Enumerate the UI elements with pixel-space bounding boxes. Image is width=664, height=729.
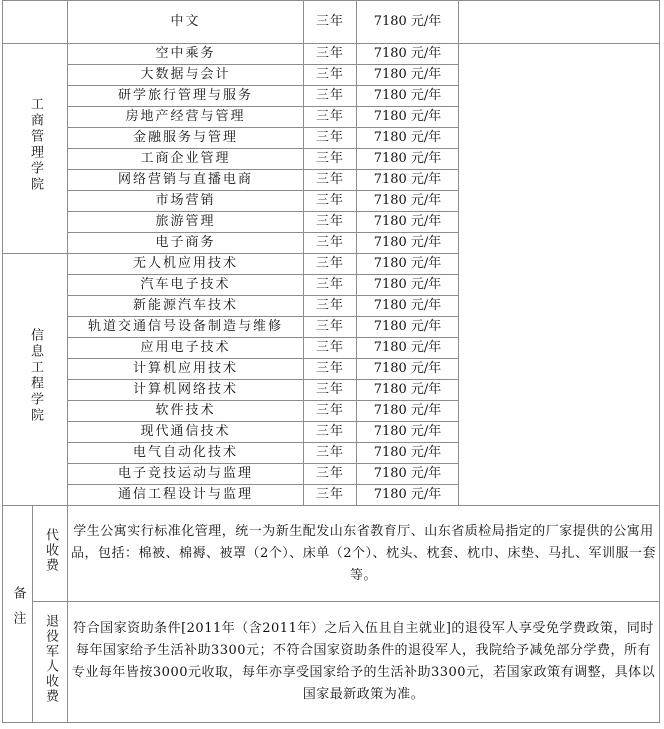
tuition-fee: 7180 元/年: [357, 464, 459, 485]
major-name: 通信工程设计与监理: [68, 485, 304, 506]
fee-table: [2, 0, 660, 723]
tuition-fee: 7180 元/年: [357, 107, 459, 128]
major-name: 新能源汽车技术: [68, 296, 304, 317]
major-name: 轨道交通信号设备制造与维修: [68, 317, 304, 338]
tuition-fee: 7180 元/年: [357, 149, 459, 170]
remark-text: 学生公寓实行标准化管理，统一为新生配发山东省教育厅、山东省质检局指定的厂家提供的公寓用品，包括：棉被、棉褥、被罩（2个）、床单（2个）、枕头、枕套、枕巾、床垫、马扎、军训服一套等。: [68, 506, 660, 602]
duration: 三年: [304, 233, 357, 254]
major-name: 网络营销与直播电商: [68, 170, 304, 191]
tuition-fee: 7180 元/年: [357, 422, 459, 443]
tuition-fee: 7180 元/年: [357, 443, 459, 464]
duration: 三年: [304, 464, 357, 485]
major-name: 研学旅行管理与服务: [68, 86, 304, 107]
major-name: 软件技术: [68, 401, 304, 422]
duration: 三年: [304, 401, 357, 422]
duration: 三年: [304, 65, 357, 86]
tuition-fee: 7180 元/年: [357, 1, 459, 44]
tuition-fee: 7180 元/年: [357, 401, 459, 422]
duration: 三年: [304, 275, 357, 296]
duration: 三年: [304, 212, 357, 233]
blank-cell: [459, 44, 660, 506]
duration: 三年: [304, 170, 357, 191]
table-row: [3, 1, 660, 44]
remark-row: [3, 506, 660, 602]
duration: 三年: [304, 1, 357, 44]
tuition-fee: 7180 元/年: [357, 380, 459, 401]
tuition-fee: 7180 元/年: [357, 128, 459, 149]
major-name: 空中乘务: [68, 44, 304, 65]
college-name: 工商管理学院: [28, 97, 43, 193]
tuition-fee: 7180 元/年: [357, 359, 459, 380]
tuition-fee: 7180 元/年: [357, 212, 459, 233]
tuition-fee: 7180 元/年: [357, 485, 459, 506]
tuition-fee: 7180 元/年: [357, 254, 459, 275]
tuition-fee: 7180 元/年: [357, 86, 459, 107]
remark-text: 符合国家资助条件[2011年（含2011年）之后入伍且自主就业]的退役军人享受免学费政策，同时每年国家给予生活补助3300元；不符合国家资助条件的退役军人，我院给予减免部分学费，所有专业每年皆按3000元收取，每年亦享受国家给予的生活补助3300元，若国家政策有调整，具体以国家最新政策为准。: [68, 602, 660, 723]
duration: 三年: [304, 254, 357, 275]
college-name-cell: [3, 254, 68, 506]
tuition-fee: 7180 元/年: [357, 338, 459, 359]
duration: 三年: [304, 338, 357, 359]
tuition-fee: 7180 元/年: [357, 44, 459, 65]
duration: 三年: [304, 86, 357, 107]
major-name: 旅游管理: [68, 212, 304, 233]
duration: 三年: [304, 359, 357, 380]
major-name: 无人机应用技术: [68, 254, 304, 275]
remark-heading: 代收费: [43, 527, 58, 573]
duration: 三年: [304, 422, 357, 443]
remark-heading-cell: [33, 506, 68, 602]
major-name: 电子竞技运动与监理: [68, 464, 304, 485]
tuition-fee: 7180 元/年: [357, 275, 459, 296]
college-name: 信息工程学院: [28, 328, 43, 424]
college-name-cell: [3, 44, 68, 254]
duration: 三年: [304, 107, 357, 128]
duration: 三年: [304, 485, 357, 506]
duration: 三年: [304, 44, 357, 65]
tuition-fee: 7180 元/年: [357, 296, 459, 317]
tuition-fee: 7180 元/年: [357, 233, 459, 254]
remark-row: [3, 602, 660, 723]
major-name: 工商企业管理: [68, 149, 304, 170]
duration: 三年: [304, 128, 357, 149]
remark-heading-cell: [33, 602, 68, 723]
duration: 三年: [304, 443, 357, 464]
duration: 三年: [304, 149, 357, 170]
remark-heading: 退役军人收费: [43, 613, 58, 704]
major-name: 计算机应用技术: [68, 359, 304, 380]
remarks-label: 备注: [10, 585, 26, 636]
major-name: 房地产经营与管理: [68, 107, 304, 128]
table-row: [3, 44, 660, 65]
major-name: 应用电子技术: [68, 338, 304, 359]
major-name: 计算机网络技术: [68, 380, 304, 401]
blank-cell: [459, 1, 660, 44]
fee-table-body: [3, 1, 660, 723]
major-name: 电子商务: [68, 233, 304, 254]
major-name: 电气自动化技术: [68, 443, 304, 464]
tuition-fee: 7180 元/年: [357, 317, 459, 338]
tuition-fee: 7180 元/年: [357, 65, 459, 86]
major-name: 大数据与会计: [68, 65, 304, 86]
duration: 三年: [304, 296, 357, 317]
major-name: 市场营销: [68, 191, 304, 212]
tuition-fee: 7180 元/年: [357, 191, 459, 212]
college-cell-blank: [3, 1, 68, 44]
tuition-fee: 7180 元/年: [357, 170, 459, 191]
duration: 三年: [304, 380, 357, 401]
major-name: 汽车电子技术: [68, 275, 304, 296]
major-name: 中文: [68, 1, 304, 44]
major-name: 现代通信技术: [68, 422, 304, 443]
duration: 三年: [304, 317, 357, 338]
duration: 三年: [304, 191, 357, 212]
remarks-label-cell: [3, 506, 33, 723]
major-name: 金融服务与管理: [68, 128, 304, 149]
